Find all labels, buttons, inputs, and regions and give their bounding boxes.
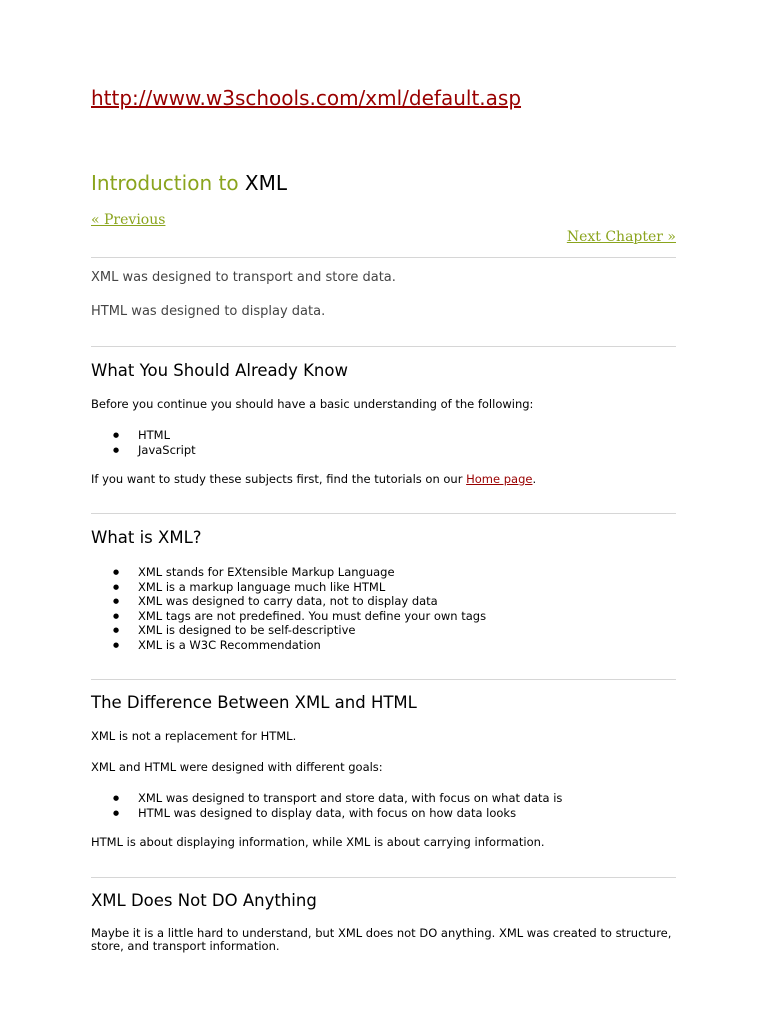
list-item: ● XML was designed to transport and store data, with focus on what data is	[91, 791, 562, 806]
page-title	[91, 171, 287, 195]
previous-link[interactable]: « Previous	[91, 212, 166, 228]
intro-line-2: HTML was designed to display data.	[91, 304, 326, 319]
divider	[91, 346, 676, 347]
divider	[91, 679, 676, 680]
list-item: ● XML is a markup language much like HTML	[91, 580, 486, 595]
know-lead-text: Before you continue you should have a basic understanding of the following:	[91, 397, 534, 411]
list-item: ● XML is designed to be self-descriptive	[91, 623, 486, 638]
intro-line-1: XML was designed to transport and store data.	[91, 270, 396, 285]
diff-text-2: XML and HTML were designed with different goals:	[91, 760, 383, 774]
divider	[91, 877, 676, 878]
list-item: ● XML was designed to carry data, not to display data	[91, 594, 486, 609]
heading-what-is-xml: What is XML?	[91, 528, 202, 547]
diff-text-3: HTML is about displaying information, while XML is about carrying information.	[91, 835, 545, 849]
know-list	[91, 428, 196, 457]
source-url-link[interactable]: http://www.w3schools.com/xml/default.asp	[91, 86, 522, 110]
next-chapter-link[interactable]: Next Chapter »	[566, 229, 676, 245]
heading-does-not-do-anything: XML Does Not DO Anything	[91, 891, 317, 910]
heading-difference: The Difference Between XML and HTML	[91, 693, 417, 712]
list-item: ● HTML	[91, 428, 196, 443]
list-item: ● XML is a W3C Recommendation	[91, 638, 486, 653]
know-footer-post: .	[532, 472, 537, 486]
know-footer-text	[91, 472, 536, 486]
title-prefix: Introduction to	[91, 171, 239, 195]
list-item: ● XML tags are not predefined. You must define your own tags	[91, 609, 486, 624]
diff-list	[91, 791, 562, 820]
list-item: ● JavaScript	[91, 443, 196, 458]
what-is-xml-list	[91, 565, 486, 653]
diff-text-1: XML is not a replacement for HTML.	[91, 729, 297, 743]
divider	[91, 513, 676, 514]
list-item: ● HTML was designed to display data, with focus on how data looks	[91, 806, 562, 821]
home-page-link[interactable]: Home page	[466, 472, 533, 486]
divider	[91, 257, 676, 258]
know-footer-pre: If you want to study these subjects first, find the tutorials on our	[91, 472, 463, 486]
list-item: ● XML stands for EXtensible Markup Language	[91, 565, 486, 580]
heading-what-you-should-know: What You Should Already Know	[91, 361, 348, 380]
title-subject: XML	[244, 171, 288, 195]
nothing-text-1: Maybe it is a little hard to understand, but XML does not DO anything. XML was created to structure, store, and transport information.	[91, 926, 672, 953]
